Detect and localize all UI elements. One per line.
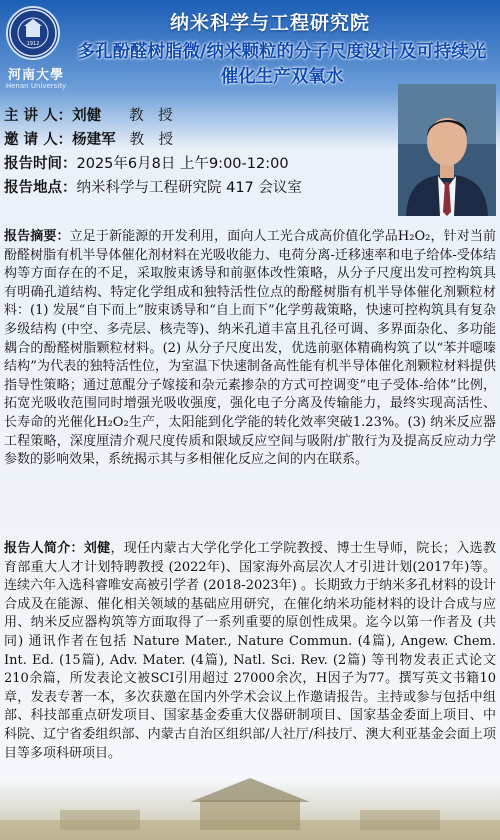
place-row: [4, 176, 399, 200]
institute-name: 纳米科学与工程研究院: [169, 12, 370, 34]
speaker-label: 主 讲 人：: [4, 108, 73, 124]
bio-name: 刘健: [83, 541, 111, 556]
place-value: 纳米科学与工程研究院 417 会议室: [76, 180, 302, 196]
bio-section: [4, 540, 496, 763]
abstract-label: 报告摘要：: [4, 229, 70, 244]
speaker-title: 教 授: [129, 108, 173, 124]
university-name-en: Henan University: [5, 82, 67, 90]
lecture-info: [4, 104, 399, 200]
time-value: 2025年6月8日 上午9:00-12:00: [76, 156, 289, 172]
bio-label: 报告人简介：: [4, 541, 84, 556]
university-seal: [6, 6, 60, 60]
time-row: [4, 152, 399, 176]
speaker-portrait-icon: [398, 84, 496, 216]
logo-year: 1912: [26, 41, 40, 47]
speaker-name: 刘健: [72, 108, 102, 124]
speaker-row: [4, 104, 399, 128]
host-label: 邀 请 人：: [4, 132, 73, 148]
host-name: 杨建军: [72, 132, 116, 148]
university-name-cn: 河南大學: [7, 68, 64, 83]
host-row: [4, 128, 399, 152]
time-label: 报告时间：: [4, 156, 77, 172]
host-title: 教 授: [129, 132, 174, 148]
abstract-text: 立足于新能源的开发利用，面向人工光合成高价值化学品H₂O₂，针对当前酚醛树脂有机半导体催化剂材料在光吸收能力、电荷分离-迁移速率和电子给体-受体结构等方面存在的不足，采取胺束诱导和前驱体改性策略，从分子尺度出发可控构筑具有明确孔道结构、特定化学组成和独特活性位点的酚醛树脂有机半导体催化剂颗粒材料：(1) 发展“自下而上”胺束诱导和“自上而下”化学剪裁策略，快速可控构筑具有复杂多级结构 (中空、多壳层、核壳等)、纳米孔道丰富且孔径可调、多界面杂化、多功能耦合的酚醛树脂颗粒材料。(2) 从分子尺度出发，优选前驱体精确构筑了以“苯并噁嗪结构”为代表的独特活性位，为室温下快速制备高性能有机半导体催化剂颗粒材料提供指导性策略；通过葸醌分子嫁接和杂元素掺杂的方式可控调变“电子受体-给体”比例，拓宽光吸收范围同时增强光吸收强度，强化电子分离及传输能力，最终实现高活性、长寿命的光催化H₂O₂生产，太阳能到化学能的转化效率突破1.23%。(3) 纳米反应器工程策略，深度厘清介观尺度传质和限域反应空间与吸附/扩散行为及提高反应动力学参数的影响效果，系统揭示其与多相催化反应之间的内在联系。: [4, 229, 496, 468]
speaker-photo: [398, 84, 496, 216]
place-label: 报告地点：: [4, 180, 77, 196]
bio-text: ，现任内蒙古大学化学化工学院教授、博士生导师，院长；入选教育部重大人才计划特聘教授 (2022年)、国家海外高层次人才引进计划(2017年)等。连续六年入选科睿唯安高被引学者 (2018-2023年) 。长期致力于纳米多孔材料的设计合成及在能源、催化相关领域的基础应用研究，在催化纳米功能材料的设计合成与应用、纳米反应器构筑等方面取得了一系列重要的原创性成果。迄今以第一作者及 (共同) 通讯作者在包括 Nature Mater., Nature Commun. (4篇), Angew. Chem. Int. Ed. (15篇), Adv. Mater. (4篇), Natl. Sci. Rev. (2篇) 等刊物发表正式论文210余篇，所发表论文被SCI引用超过 27000余次，H因子为77。撰写英文书籍10章，发表专著一本，多次获邀在国内外学术会议上作邀请报告。主持或参与包括中组部、科技部重点研发项目、国家基金委重大仪器研制项目、国家基金委面上项目、中科院、辽宁省委组织部、内蒙古自治区组织部/人社厅/科技厅、澳大利亚基金会面上项目等多项科研项目。: [4, 541, 496, 761]
lecture-title: 多孔酚醛树脂微/纳米颗粒的分子尺度设计及可持续光催化生产双氧水: [77, 42, 487, 87]
university-seal-icon: [8, 8, 58, 58]
campus-skyline-illustration: [0, 760, 500, 840]
abstract-section: [4, 228, 496, 470]
